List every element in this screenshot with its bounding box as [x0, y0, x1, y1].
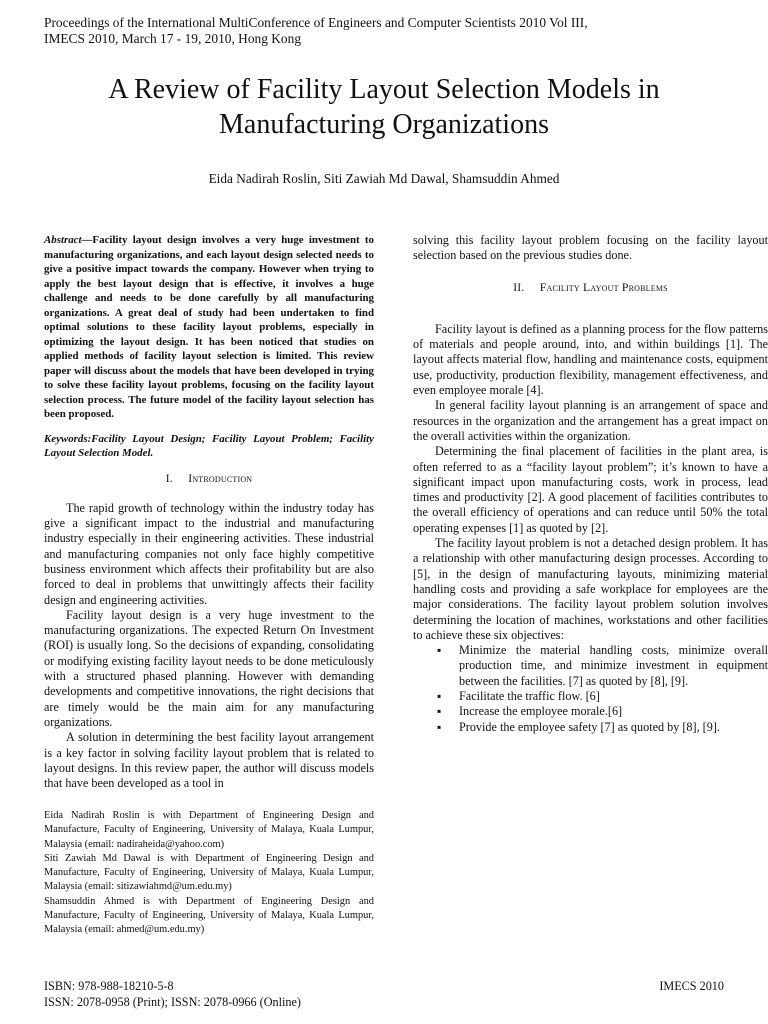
footnote: Shamsuddin Ahmed is with Department of Engineering Design and Manufacture, Faculty of Engineering, University of Malaya, Kuala Lumpur, Malaysia (email: ahmed@um.edu.my)	[44, 895, 374, 936]
footnote: Siti Zawiah Md Dawal is with Department of Engineering Design and Manufacture, Faculty of Engineering, University of Malaya, Kuala Lumpur, Malaysia (email: sitizawiahmd@um.edu.my)	[44, 852, 374, 893]
right-column	[413, 233, 768, 735]
continued-paragraph: solving this facility layout problem focusing on the facility layout selection based on the previous studies done.	[413, 233, 768, 263]
paper-title-line-1: A Review of Facility Layout Selection Models in	[108, 74, 660, 105]
list-item: ▪ Facilitate the traffic flow. [6]	[459, 689, 768, 704]
left-column	[44, 233, 374, 791]
proceedings-line-1: Proceedings of the International MultiConference of Engineers and Computer Scientists 2010 Vol III,	[44, 15, 588, 30]
list-item: ▪ Minimize the material handling costs, minimize overall production time, and minimize investment in equipment between the facilities. [7] as quoted by [8], [9].	[459, 643, 768, 689]
proceedings-line-2: IMECS 2010, March 17 - 19, 2010, Hong Kong	[44, 31, 302, 46]
paper-title-line-2: Manufacturing Organizations	[219, 109, 549, 140]
proceedings-header	[44, 15, 588, 47]
section-title: Introduction	[188, 470, 253, 485]
keywords: Keywords:Facility Layout Design; Facility Layout Problem; Facility Layout Selection Model.	[44, 432, 374, 459]
section-number: I.	[165, 472, 173, 485]
abstract-label: Abstract	[44, 234, 82, 246]
objectives-list	[413, 643, 768, 735]
section-title: Facility Layout Problems	[539, 279, 668, 294]
author-list: Eida Nadirah Roslin, Siti Zawiah Md Dawal, Shamsuddin Ahmed	[208, 171, 560, 186]
abstract	[44, 233, 374, 422]
intro-paragraph: A solution in determining the best facility layout arrangement is a key factor in solving facility layout problem that is related to layout designs. In this review paper, the author will discuss models that have been developed as a tool in	[44, 730, 374, 791]
list-item: ▪ Increase the employee morale.[6]	[459, 704, 768, 719]
section2-paragraph: In general facility layout planning is an arrangement of space and resources in the organization and the arrangement has a great impact on the overall activities within the organization.	[413, 398, 768, 443]
list-item: ▪ Provide the employee safety [7] as quoted by [8], [9].	[459, 720, 768, 735]
issn: ISSN: 2078-0958 (Print); ISSN: 2078-0966 (Online)	[44, 994, 301, 1009]
section2-paragraph: The facility layout problem is not a detached design problem. It has a relationship with other manufacturing design processes. According to [5], in the design of manufacturing layouts, minimizing material handling costs and providing a safe workplace for employees are the major considerations. The facility layout problem solution involves determining the location of machines, workstations and other facilities to achieve these six objectives:	[413, 536, 768, 642]
publication-identifiers	[44, 979, 301, 1010]
section2-paragraph: Facility layout is defined as a planning process for the flow patterns of materials and people around, into, and within buildings [1]. The layout affects material flow, handling and maintenance costs, equipment use, productivity, production flexibility, management effectiveness, and even employee morale [4].	[413, 321, 768, 398]
author-footnotes	[44, 809, 374, 938]
section2-paragraph: Determining the final placement of facilities in the plant area, is often referred to as a “facility layout problem”; it’s known to have a significant impact upon manufacturing costs, work in process, lead times and productivity [2]. A good placement of facilities contributes to the overall efficiency of operations and can reduce until 50% the total operating expenses [1] as quoted by [2].	[413, 444, 768, 535]
section-heading-introduction	[44, 471, 374, 487]
abstract-text: —Facility layout design involves a very huge investment to manufacturing organizations, and each layout design selected needs to give a positive impact towards the company. However when trying to apply the best layout design that is effective, it involves a huge challenge and needs to be done carefully by all manufacturing organizations. A great deal of study had been undertaken to find optimal solutions to these facility layout problems, especially in optimizing the layout design. It has been noticed that studies on applied methods of facility layout selection is limited. This review paper will discuss about the models that have been developed in trying to solve these facility layout problems, focusing on the facility layout selection process. The future model of the facility layout selection has been proposed.	[44, 234, 374, 420]
section-number: II.	[513, 281, 525, 294]
intro-paragraph: Facility layout design is a very huge investment to the manufacturing organizations. The expected Return On Investment (ROI) is usually long. So the decisions of expanding, consolidating or modifying existing facility layout needs to be done meticulously with a structured phased planning. However with demanding developments and competitive innovations, the right decisions that are timely would be the main aim for any manufacturing organizations.	[44, 607, 374, 729]
paper-title	[44, 72, 724, 142]
intro-paragraph: The rapid growth of technology within the industry today has give a significant impact to the industrial and manufacturing industry especially in their engineering activities. These industrial and manufacturing companies not only face highly competitive business environment which affects their profitability but are also forced to deal in problems that unwittingly affects their facility design and engineering activities.	[44, 500, 374, 607]
footnote: Eida Nadirah Roslin is with Department of Engineering Design and Manufacture, Faculty of Engineering, University of Malaya, Kuala Lumpur, Malaysia (email: nadiraheida@yahoo.com)	[44, 810, 374, 850]
conference-footer: IMECS 2010	[659, 979, 724, 993]
section-heading-facility-layout-problems	[413, 280, 768, 296]
isbn: ISBN: 978-988-18210-5-8	[44, 979, 174, 993]
